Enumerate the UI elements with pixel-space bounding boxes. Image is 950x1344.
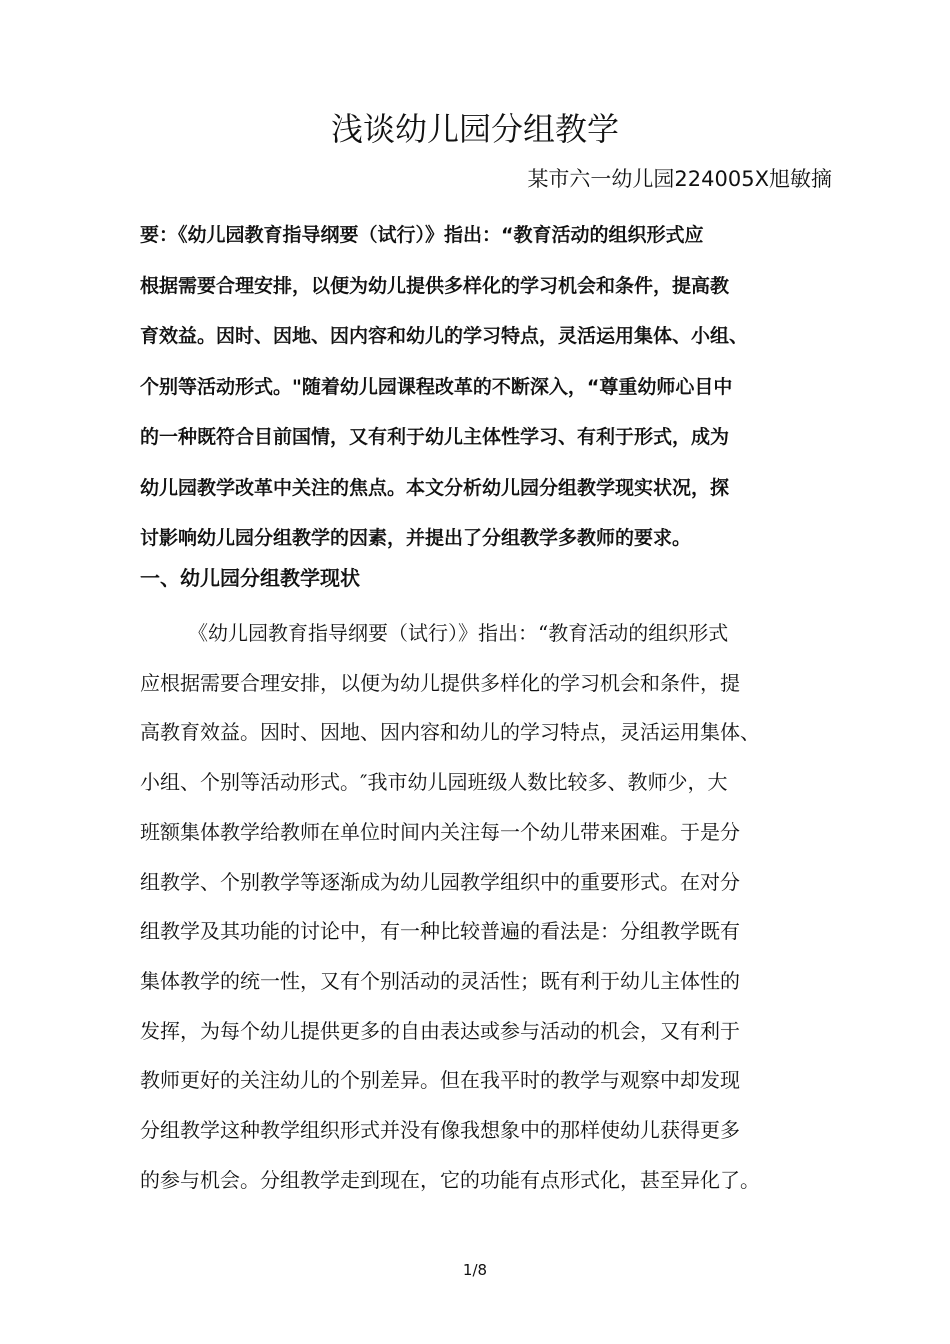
body-line: 高教育效益。因时、因地、因内容和幼儿的学习特点，灵活运用集体、 xyxy=(140,720,760,745)
body-line: 小组、个别等活动形式。″我市幼儿园班级人数比较多、教师少，大 xyxy=(140,770,728,795)
body-line: 教师更好的关注幼儿的个别差异。但在我平时的教学与观察中却发现 xyxy=(140,1068,740,1093)
body-line: 集体教学的统一性，又有个别活动的灵活性；既有利于幼儿主体性的 xyxy=(140,968,740,993)
abstract-line: 要：《幼儿园教育指导纲要（试行）》指出：“教育活动的组织形式应 xyxy=(140,224,704,246)
body-line: 分组教学这种教学组织形式并没有像我想象中的那样使幼儿获得更多 xyxy=(140,1118,740,1143)
page-title: 浅谈幼儿园分组教学 xyxy=(330,110,619,148)
body-line: 组教学、个别教学等逐渐成为幼儿园教学组织中的重要形式。在对分 xyxy=(140,869,740,894)
body-line: 《幼儿园教育指导纲要（试行）》指出：“教育活动的组织形式 xyxy=(188,621,729,645)
body-line: 的参与机会。分组教学走到现在，它的功能有点形式化，甚至异化了。 xyxy=(140,1167,760,1192)
author-line: 某市六一幼儿园224005X旭敏摘 xyxy=(527,167,832,191)
page-number: 1/8 xyxy=(462,1261,488,1279)
body-line: 发挥，为每个幼儿提供更多的自由表达或参与活动的机会，又有利于 xyxy=(140,1018,740,1043)
body-line: 班额集体教学给教师在单位时间内关注每一个幼儿带来困难。于是分 xyxy=(140,819,740,844)
abstract-line: 根据需要合理安排，以便为幼儿提供多样化的学习机会和条件，提高教 xyxy=(140,274,730,297)
abstract-paragraph xyxy=(140,210,820,564)
body-line: 应根据需要合理安排，以便为幼儿提供多样化的学习机会和条件，提 xyxy=(140,670,740,695)
abstract-line: 讨影响幼儿园分组教学的因素，并提出了分组教学多教师的要求。 xyxy=(140,527,692,549)
body-line: 组教学及其功能的讨论中，有一种比较普遍的看法是：分组教学既有 xyxy=(140,919,740,944)
abstract-line: 的一种既符合目前国情，又有利于幼儿主体性学习、有利于形式，成为 xyxy=(140,426,730,448)
abstract-line: 育效益。因时、因地、因内容和幼儿的学习特点，灵活运用集体、小组、 xyxy=(140,325,749,347)
abstract-line: 个别等活动形式。"随着幼儿园课程改革的不断深入，“尊重幼师心目中 xyxy=(140,375,733,398)
body-paragraph xyxy=(140,609,824,1205)
abstract-line: 幼儿园教学改革中关注的焦点。本文分析幼儿园分组教学现实状况，探 xyxy=(140,476,730,499)
section-heading: 一、幼儿园分组教学现状 xyxy=(140,566,360,590)
